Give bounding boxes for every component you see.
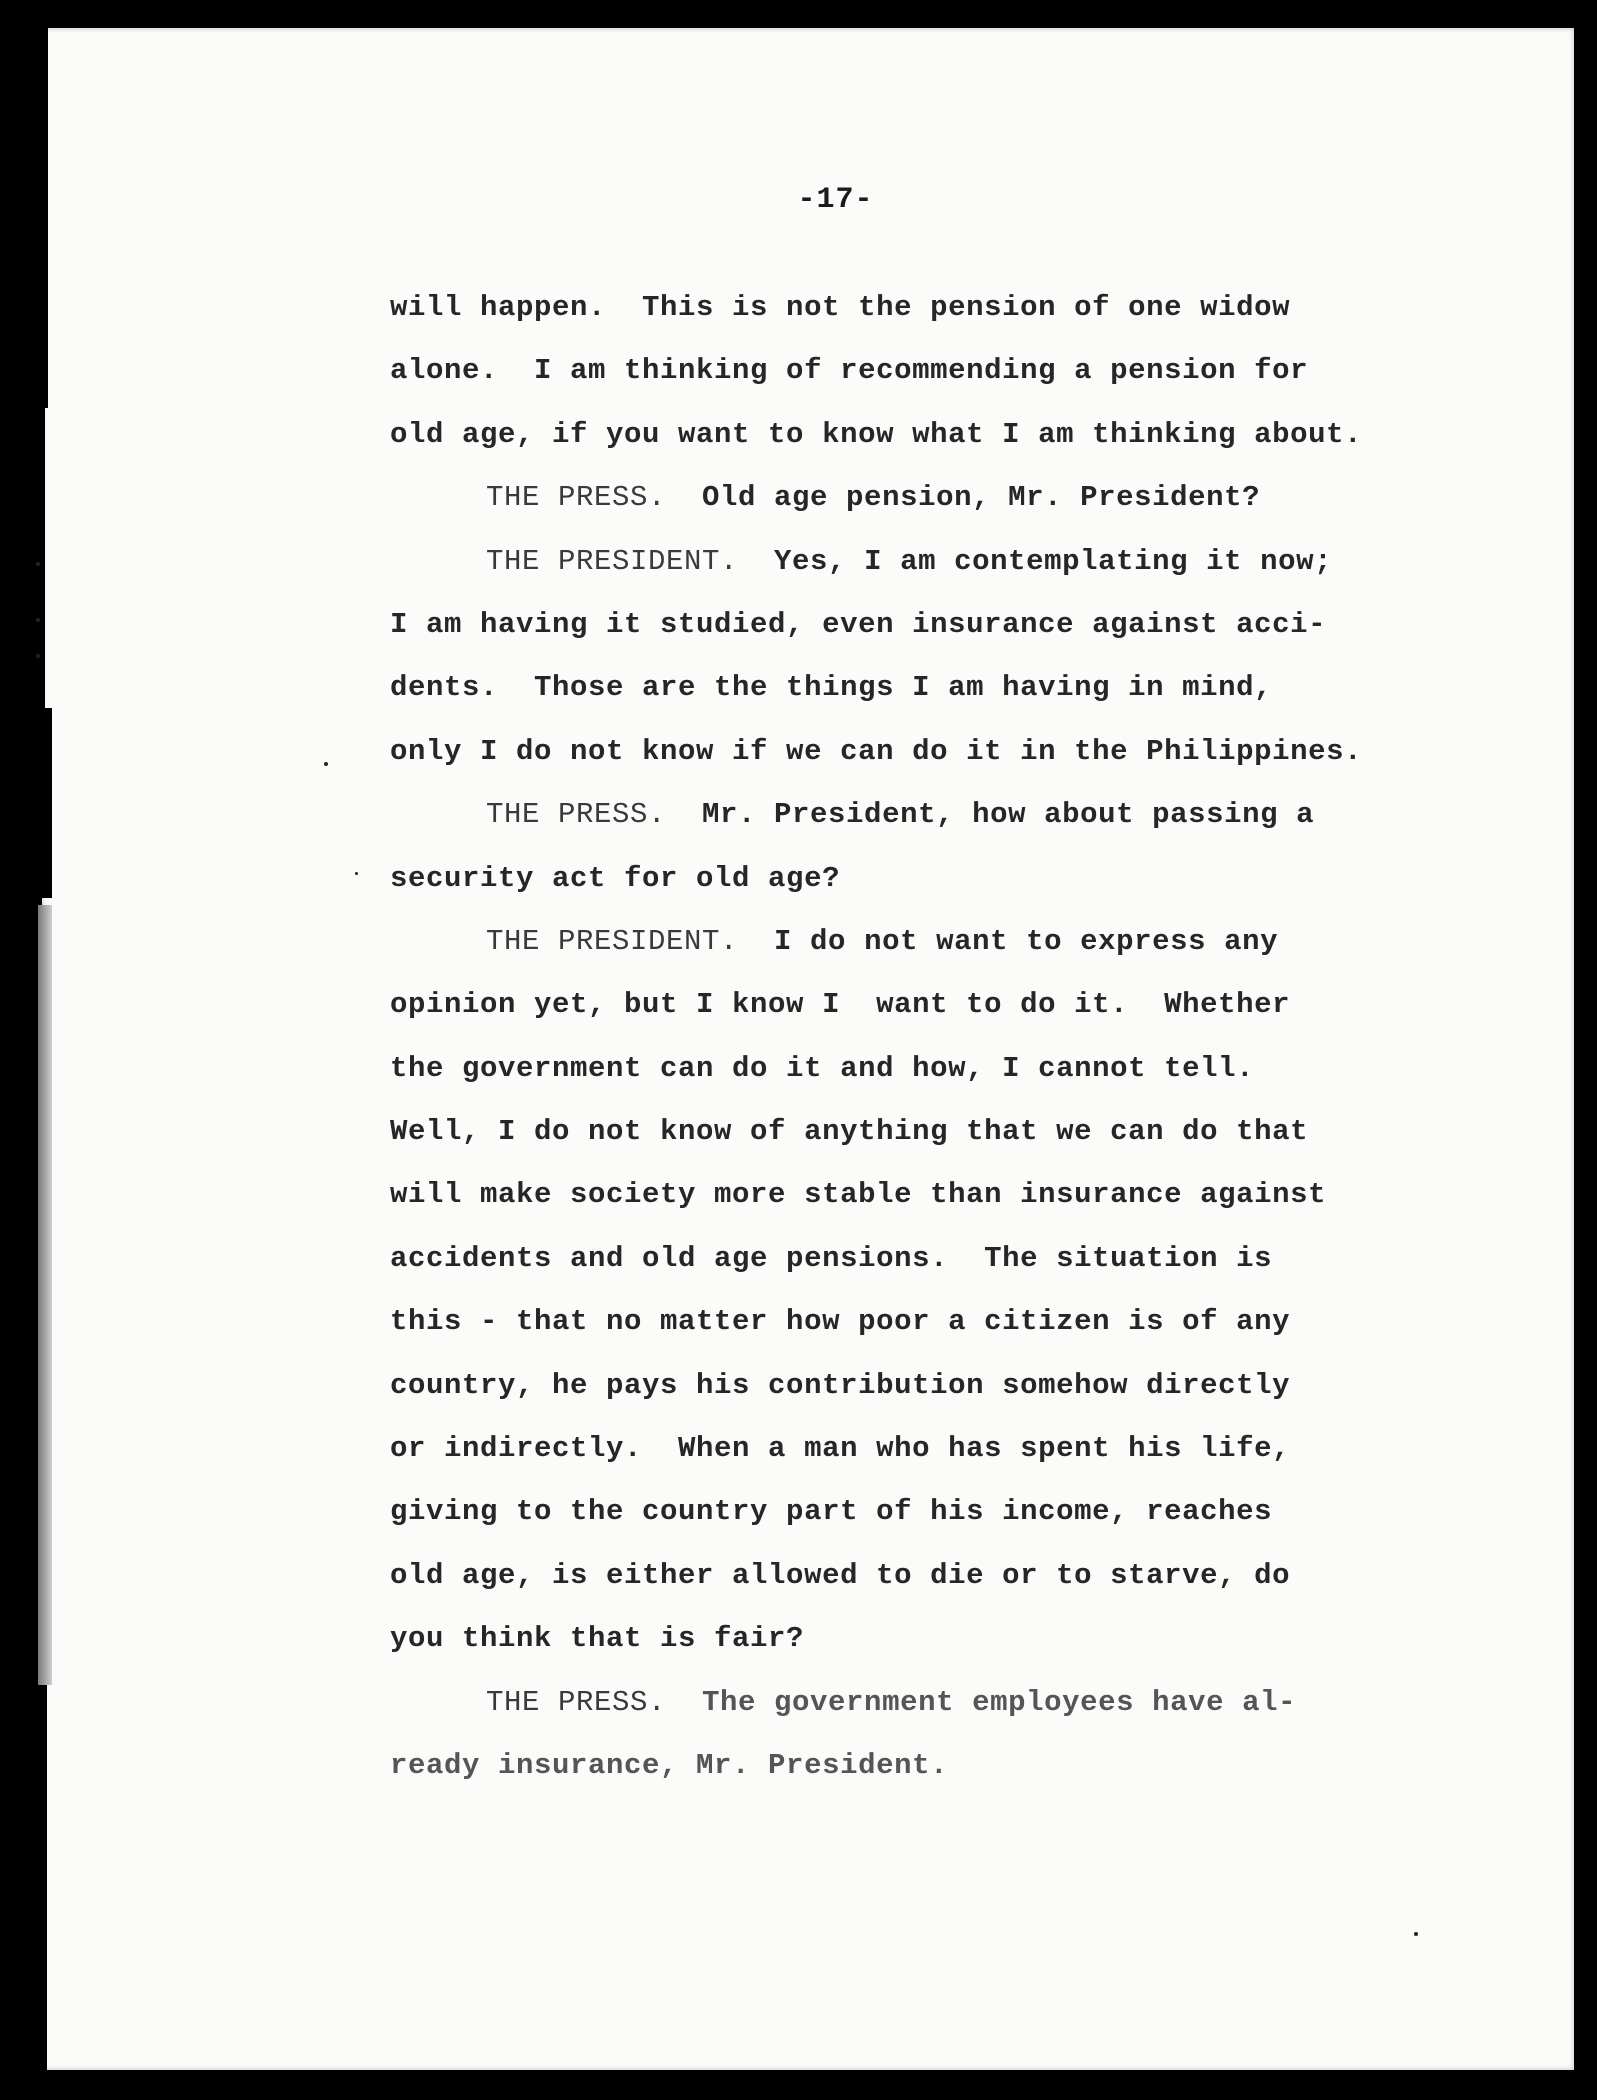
text-line — [390, 656, 1510, 719]
text-line — [390, 1354, 1510, 1417]
torn-edge — [42, 28, 48, 408]
speaker-line — [390, 530, 1510, 593]
transcript-body — [390, 276, 1510, 1797]
text-line — [390, 1734, 1510, 1797]
speaker-label: THE PRESIDENT. — [486, 924, 739, 958]
line-text: security act for old age? — [390, 861, 841, 895]
line-text: opinion yet, but I know I want to do it. Whether — [390, 988, 1291, 1022]
text-line — [390, 1417, 1510, 1480]
line-text: I am having it studied, even insurance against acci- — [390, 607, 1327, 641]
line-text: The government employees have al- — [666, 1685, 1297, 1719]
line-text: Old age pension, Mr. President? — [666, 481, 1261, 515]
line-text: or indirectly. When a man who has spent his life, — [390, 1432, 1291, 1466]
line-text: country, he pays his contribution somehow directly — [390, 1368, 1291, 1402]
torn-edge — [42, 708, 52, 898]
line-text: giving to the country part of his income, reaches — [390, 1495, 1273, 1529]
text-line — [390, 847, 1510, 910]
speaker-line — [390, 1671, 1510, 1734]
line-text: ready insurance, Mr. President. — [390, 1748, 949, 1782]
line-text: dents. Those are the things I am having in mind, — [390, 671, 1273, 705]
line-text: I do not want to express any — [738, 924, 1279, 958]
text-line — [390, 1100, 1510, 1163]
speaker-line — [390, 466, 1510, 529]
speaker-label: THE PRESS. — [486, 798, 667, 832]
speck — [324, 762, 328, 766]
text-line — [390, 1163, 1510, 1226]
line-text: alone. I am thinking of recommending a pension for — [390, 354, 1309, 388]
speck — [1414, 1932, 1418, 1936]
torn-edge — [42, 1685, 47, 2070]
line-text: Yes, I am contemplating it now; — [738, 544, 1333, 578]
line-text: old age, if you want to know what I am thinking about. — [390, 417, 1363, 451]
text-line — [390, 339, 1510, 402]
line-text: the government can do it and how, I cannot tell. — [390, 1051, 1255, 1085]
speaker-label: THE PRESIDENT. — [486, 544, 739, 578]
text-line — [390, 276, 1510, 339]
text-line — [390, 1227, 1510, 1290]
speck — [355, 872, 358, 875]
speaker-label: THE PRESS. — [486, 481, 667, 515]
text-line — [390, 1607, 1510, 1670]
speck — [36, 562, 40, 566]
text-line — [390, 1480, 1510, 1543]
line-text: accidents and old age pensions. The situation is — [390, 1241, 1273, 1275]
page-number: -17- — [797, 183, 874, 217]
text-line — [390, 1544, 1510, 1607]
text-line — [390, 403, 1510, 466]
speck — [36, 618, 40, 622]
line-text: Well, I do not know of anything that we can do that — [390, 1115, 1309, 1149]
text-line — [390, 720, 1510, 783]
speaker-line — [390, 910, 1510, 973]
line-text: Mr. President, how about passing a — [666, 798, 1315, 832]
line-text: will make society more stable than insurance against — [390, 1178, 1327, 1212]
line-text: you think that is fair? — [390, 1622, 805, 1656]
line-text: will happen. This is not the pension of one widow — [390, 291, 1291, 324]
text-line — [390, 1037, 1510, 1100]
line-text: this - that no matter how poor a citizen is of any — [390, 1305, 1291, 1339]
speaker-label: THE PRESS. — [486, 1685, 667, 1719]
text-line — [390, 973, 1510, 1036]
line-text: only I do not know if we can do it in the Philippines. — [390, 734, 1363, 768]
torn-edge — [42, 408, 45, 708]
speck — [36, 654, 40, 658]
text-line — [390, 593, 1510, 656]
text-line — [390, 1290, 1510, 1353]
line-text: old age, is either allowed to die or to starve, do — [390, 1558, 1291, 1592]
speaker-line — [390, 783, 1510, 846]
page-shadow-edge — [38, 905, 52, 1685]
